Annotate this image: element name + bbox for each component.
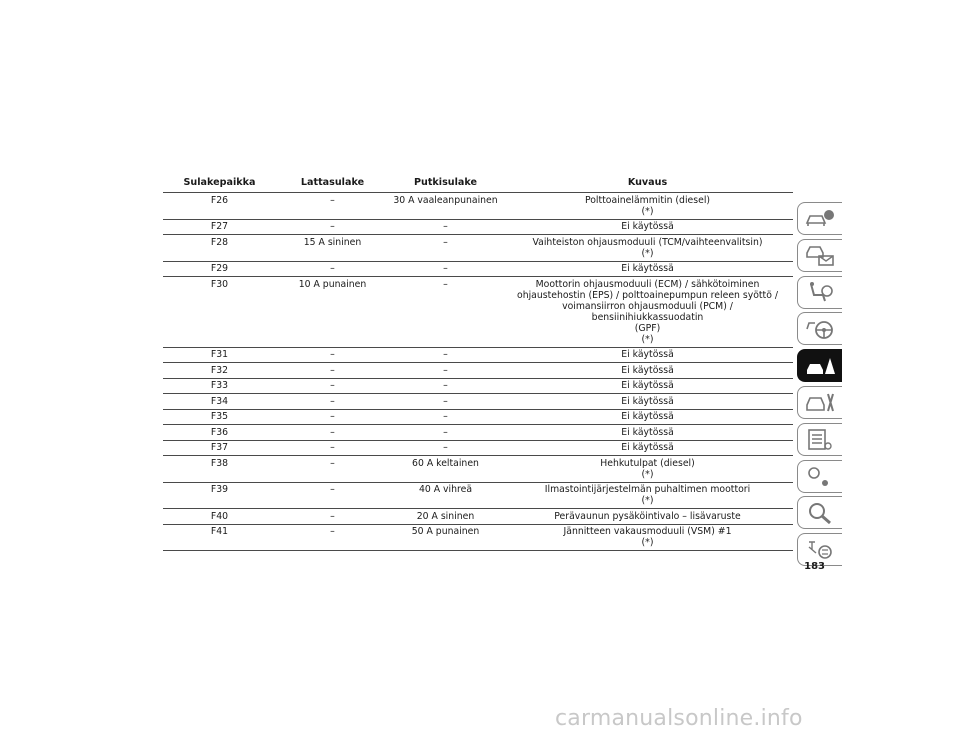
cell-blade-fuse: – — [330, 364, 335, 376]
table-row — [163, 394, 793, 410]
spec-list-icon — [805, 428, 835, 451]
table-body — [163, 193, 793, 551]
cell-blade-fuse: – — [330, 484, 335, 495]
cell-location: F31 — [210, 349, 229, 360]
cell-description: Ei käytössä — [621, 442, 674, 453]
cell-cartridge-fuse: 30 A vaaleanpunainen — [393, 194, 498, 206]
car-wrench-icon — [805, 391, 835, 414]
cell-description: Vaihteiston ohjausmoduuli (TCM/vaihteenvalitsin) (*) — [532, 236, 763, 259]
table-row — [163, 524, 793, 551]
cell-location: F35 — [210, 411, 229, 422]
cell-cartridge-fuse: – — [443, 278, 448, 290]
cell-description: Jännitteen vakausmoduuli (VSM) #1 (*) — [563, 526, 732, 548]
cell-cartridge-fuse: – — [443, 364, 448, 376]
cell-cartridge-fuse: – — [443, 411, 448, 422]
cell-cartridge-fuse: 20 A sininen — [416, 510, 475, 522]
cell-cartridge-fuse: – — [443, 236, 448, 248]
cell-cartridge-fuse: – — [443, 442, 448, 453]
table-row — [163, 277, 793, 348]
header-cartridge-fuse: Putkisulake — [413, 177, 478, 188]
cell-blade-fuse: – — [330, 349, 335, 360]
chapter-tab[interactable] — [797, 202, 842, 235]
table-row — [163, 425, 793, 441]
chapter-tab[interactable] — [797, 276, 842, 309]
cell-description: Hehkutulpat (diesel) (*) — [600, 457, 695, 480]
cell-cartridge-fuse: – — [443, 349, 448, 360]
cell-location: F30 — [210, 278, 229, 290]
cell-description: Ei käytössä — [621, 380, 674, 391]
cell-cartridge-fuse: 60 A keltainen — [412, 457, 479, 469]
header-description: Kuvaus — [627, 177, 668, 188]
cell-description: Perävaunun pysäköintivalo – lisävaruste — [554, 510, 741, 522]
cell-cartridge-fuse: – — [443, 380, 448, 391]
car-info-icon — [805, 207, 835, 230]
cell-cartridge-fuse: – — [443, 221, 448, 232]
table-row — [163, 193, 793, 220]
cell-cartridge-fuse: – — [443, 263, 448, 274]
cell-location: F33 — [210, 380, 229, 391]
cell-blade-fuse: – — [330, 221, 335, 232]
table-row — [163, 440, 793, 456]
chapter-tab[interactable] — [797, 496, 842, 529]
cell-blade-fuse: – — [330, 411, 335, 422]
cell-description: Ei käytössä — [621, 395, 674, 407]
cell-blade-fuse: – — [330, 194, 335, 206]
table-header-row — [163, 172, 793, 193]
chapter-tab[interactable] — [797, 423, 842, 456]
cell-blade-fuse: 15 A sininen — [303, 236, 362, 248]
cell-blade-fuse: – — [330, 457, 335, 469]
cell-cartridge-fuse: 40 A vihreä — [418, 484, 473, 495]
chapter-tab[interactable] — [797, 349, 842, 382]
cell-blade-fuse: – — [330, 263, 335, 274]
cell-description: Ilmastointijärjestelmän puhaltimen moottori (*) — [544, 484, 751, 506]
steering-wheel-icon — [805, 317, 835, 340]
cell-blade-fuse: – — [330, 426, 335, 438]
cell-blade-fuse: – — [330, 395, 335, 407]
table-row — [163, 219, 793, 235]
cell-description: Ei käytössä — [621, 221, 674, 232]
header-blade-fuse: Lattasulake — [300, 177, 365, 188]
cell-location: F34 — [210, 395, 229, 407]
cell-location: F36 — [210, 426, 229, 438]
search-icon — [805, 501, 835, 524]
cell-cartridge-fuse: – — [443, 426, 448, 438]
cell-location: F38 — [210, 457, 229, 469]
table-row — [163, 409, 793, 425]
table-row — [163, 482, 793, 509]
chapter-tab[interactable] — [797, 460, 842, 493]
cell-description: Ei käytössä — [621, 349, 674, 360]
car-mail-icon — [805, 244, 835, 267]
cell-location: F29 — [210, 263, 229, 274]
cell-blade-fuse: – — [330, 442, 335, 453]
table-row — [163, 261, 793, 277]
seat-airbag-icon — [805, 281, 835, 304]
warning-car-icon — [805, 354, 835, 377]
chapter-tab[interactable] — [797, 386, 842, 419]
cell-cartridge-fuse: 50 A punainen — [411, 526, 480, 537]
table-row — [163, 363, 793, 379]
cell-description: Ei käytössä — [621, 411, 674, 422]
watermark: carmanualsonline.info — [555, 706, 803, 731]
cell-blade-fuse: – — [330, 380, 335, 391]
cell-cartridge-fuse: – — [443, 395, 448, 407]
cell-blade-fuse: – — [330, 526, 335, 537]
multimedia-icon — [805, 465, 835, 488]
table-row — [163, 456, 793, 483]
cell-location: F26 — [210, 194, 229, 206]
cell-location: F28 — [210, 236, 229, 248]
cell-location: F39 — [210, 484, 229, 495]
table-row — [163, 235, 793, 262]
chapter-tab[interactable] — [797, 239, 842, 272]
cell-location: F27 — [210, 221, 229, 232]
cell-blade-fuse: – — [330, 510, 335, 522]
chapter-tab[interactable] — [797, 312, 842, 345]
table-row — [163, 378, 793, 394]
chapter-tabs — [797, 202, 842, 570]
cell-blade-fuse: 10 A punainen — [298, 278, 367, 290]
fuse-table — [163, 172, 793, 551]
table-row — [163, 509, 793, 525]
header-location: Sulakepaikka — [183, 177, 256, 188]
cell-description: Ei käytössä — [621, 364, 674, 376]
page-number: 183 — [804, 561, 825, 572]
cell-description: Moottorin ohjausmoduuli (ECM) / sähkötoiminen ohjaustehostin (EPS) / polttoainepumpun releen syöttö / voimansiirron ohjausmoduuli (PCM) / bensiinihiukkassuodatin (GPF) (*) — [517, 278, 778, 345]
cell-location: F32 — [210, 364, 229, 376]
cell-description: Ei käytössä — [621, 426, 674, 438]
languages-icon — [805, 538, 835, 561]
table-row — [163, 347, 793, 363]
cell-description: Polttoainelämmitin (diesel) (*) — [584, 194, 711, 217]
cell-location: F40 — [210, 510, 229, 522]
cell-location: F37 — [210, 442, 229, 453]
cell-location: F41 — [210, 526, 229, 537]
cell-description: Ei käytössä — [621, 263, 674, 274]
fuse-table-container — [163, 172, 793, 551]
